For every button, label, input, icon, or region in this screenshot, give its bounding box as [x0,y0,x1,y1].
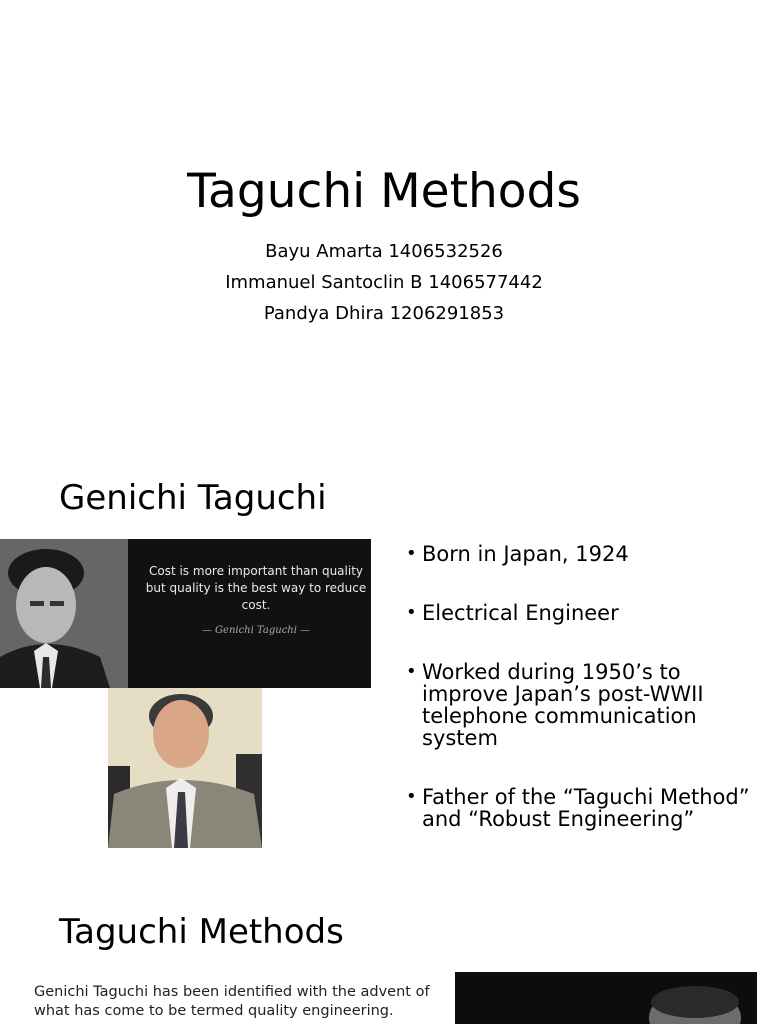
body-paragraph: Genichi Taguchi has been identified with the advent of what has come to be termed quality engineering. [34,984,430,1019]
slide-title: Genichi Taguchi [59,478,327,518]
presentation-title: Taguchi Methods [187,164,581,219]
bullet-list [404,543,754,867]
author-line: Immanuel Santoclin B 1406577442 [225,272,543,293]
author-list [0,236,768,329]
title-slide [0,0,768,440]
portrait-photo [455,972,757,1024]
bullet-item: • Born in Japan, 1924 [404,543,754,565]
quote-text: Cost is more important than quality but quality is the best way to reduce cost. [145,564,367,612]
author-line: Bayu Amarta 1406532526 [265,241,503,262]
bullet-item: • Electrical Engineer [404,602,754,624]
quote-attribution: — Genichi Taguchi — [201,625,311,636]
portrait-photo-bw [0,539,128,688]
methods-slide [0,884,768,1024]
quote-image [0,539,371,688]
slide-title: Taguchi Methods [59,912,344,952]
bullet-item: • Worked during 1950’s to improve Japan’s post-WWII telephone communication system [404,661,754,749]
bullet-item: • Father of the “Taguchi Method” and “Robust Engineering” [404,786,754,830]
biography-slide [0,452,768,872]
portrait-photo-color [108,688,262,848]
author-line: Pandya Dhira 1206291853 [263,303,505,324]
